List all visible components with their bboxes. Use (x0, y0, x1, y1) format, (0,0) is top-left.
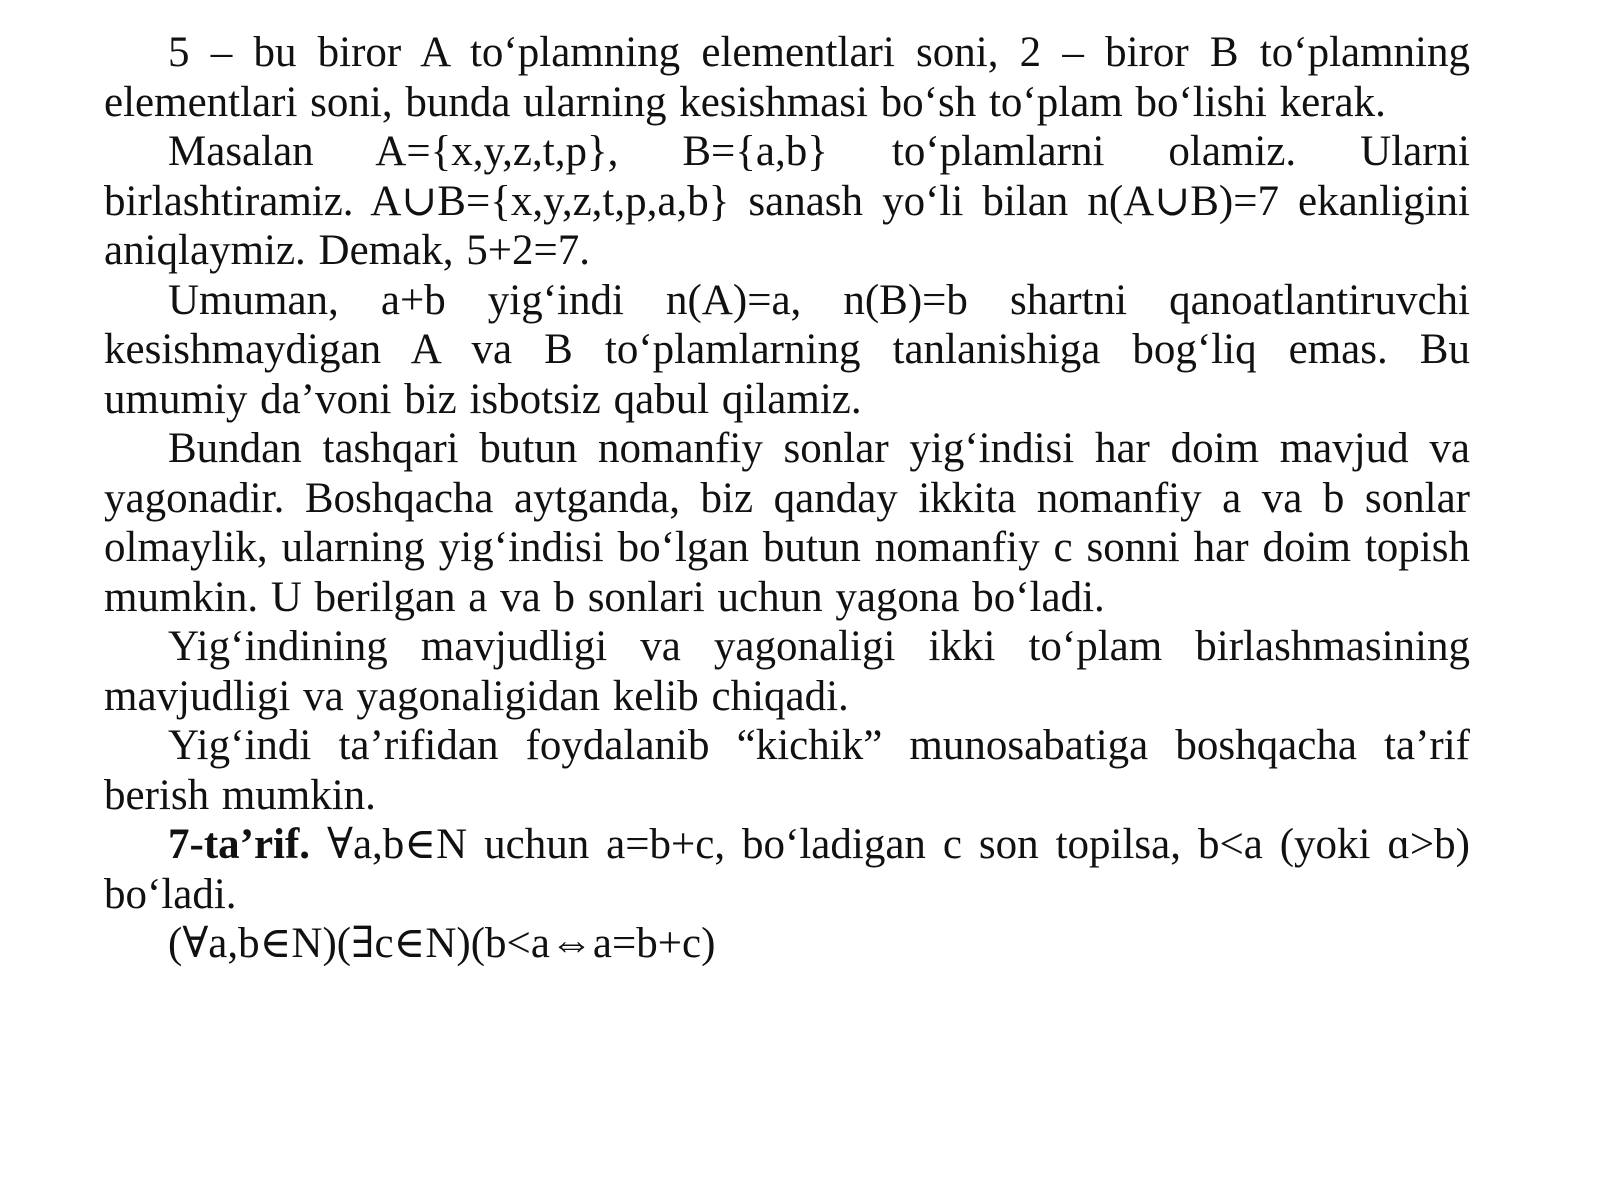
formula-less-than: (∀a,b∈N)(∃c∈N)(b<a⇔a=b+c) (168, 920, 716, 967)
paragraph-union-consequence: Yig‘indining mavjudligi va yagonaligi ikki to‘plam birlashmasining mavjudligi va yagonaligidan kelib chiqadi. (104, 623, 1470, 720)
definition-text: ∀a,b∈N uchun a=b+c, bo‘ladigan c son topilsa, b<a (yoki ɑ>b) bo‘ladi. (104, 821, 1470, 918)
paragraph-general-sum: Umuman, a+b yig‘indi n(A)=a, n(B)=b shartni qanoatlantiruvchi kesishmaydigan A va B to‘plamlarning tanlanishiga bog‘liq emas. Bu umumiy da’voni biz isbotsiz qabul qilamiz. (104, 276, 1470, 423)
paragraph-sets-elements: 5 – bu biror A to‘plamning elementlari soni, 2 – biror B to‘plamning elementlari soni, bunda ularning kesishmasi bo‘sh to‘plam bo‘lishi kerak. (104, 29, 1470, 126)
paragraph-existence-uniqueness: Bundan tashqari butun nomanfiy sonlar yig‘indisi har doim mavjud va yagonadir. Boshqacha aytganda, biz qanday ikkita nomanfiy a va b sonlar olmaylik, ularning yig‘indisi bo‘lgan butun nomanfiy c sonni har doim topish mumkin. U berilgan a va b sonlari uchun yagona bo‘ladi. (104, 425, 1470, 621)
definition-label: 7-ta’rif. (168, 821, 311, 868)
definition-7 (104, 820, 1470, 919)
paragraph-example-union: Masalan A={x,y,z,t,p}, B={a,b} to‘plamlarni olamiz. Ularni birlashtiramiz. A∪B={x,y,z,t,p,a,b} sanash yo‘li bilan n(A∪B)=7 ekanligini aniqlaymiz. Demak, 5+2=7. (104, 128, 1470, 274)
document-page (104, 28, 1470, 969)
paragraph-less-than-intro: Yig‘indi ta’rifidan foydalanib “kichik” munosabatiga boshqacha ta’rif berish mumkin. (104, 722, 1470, 819)
